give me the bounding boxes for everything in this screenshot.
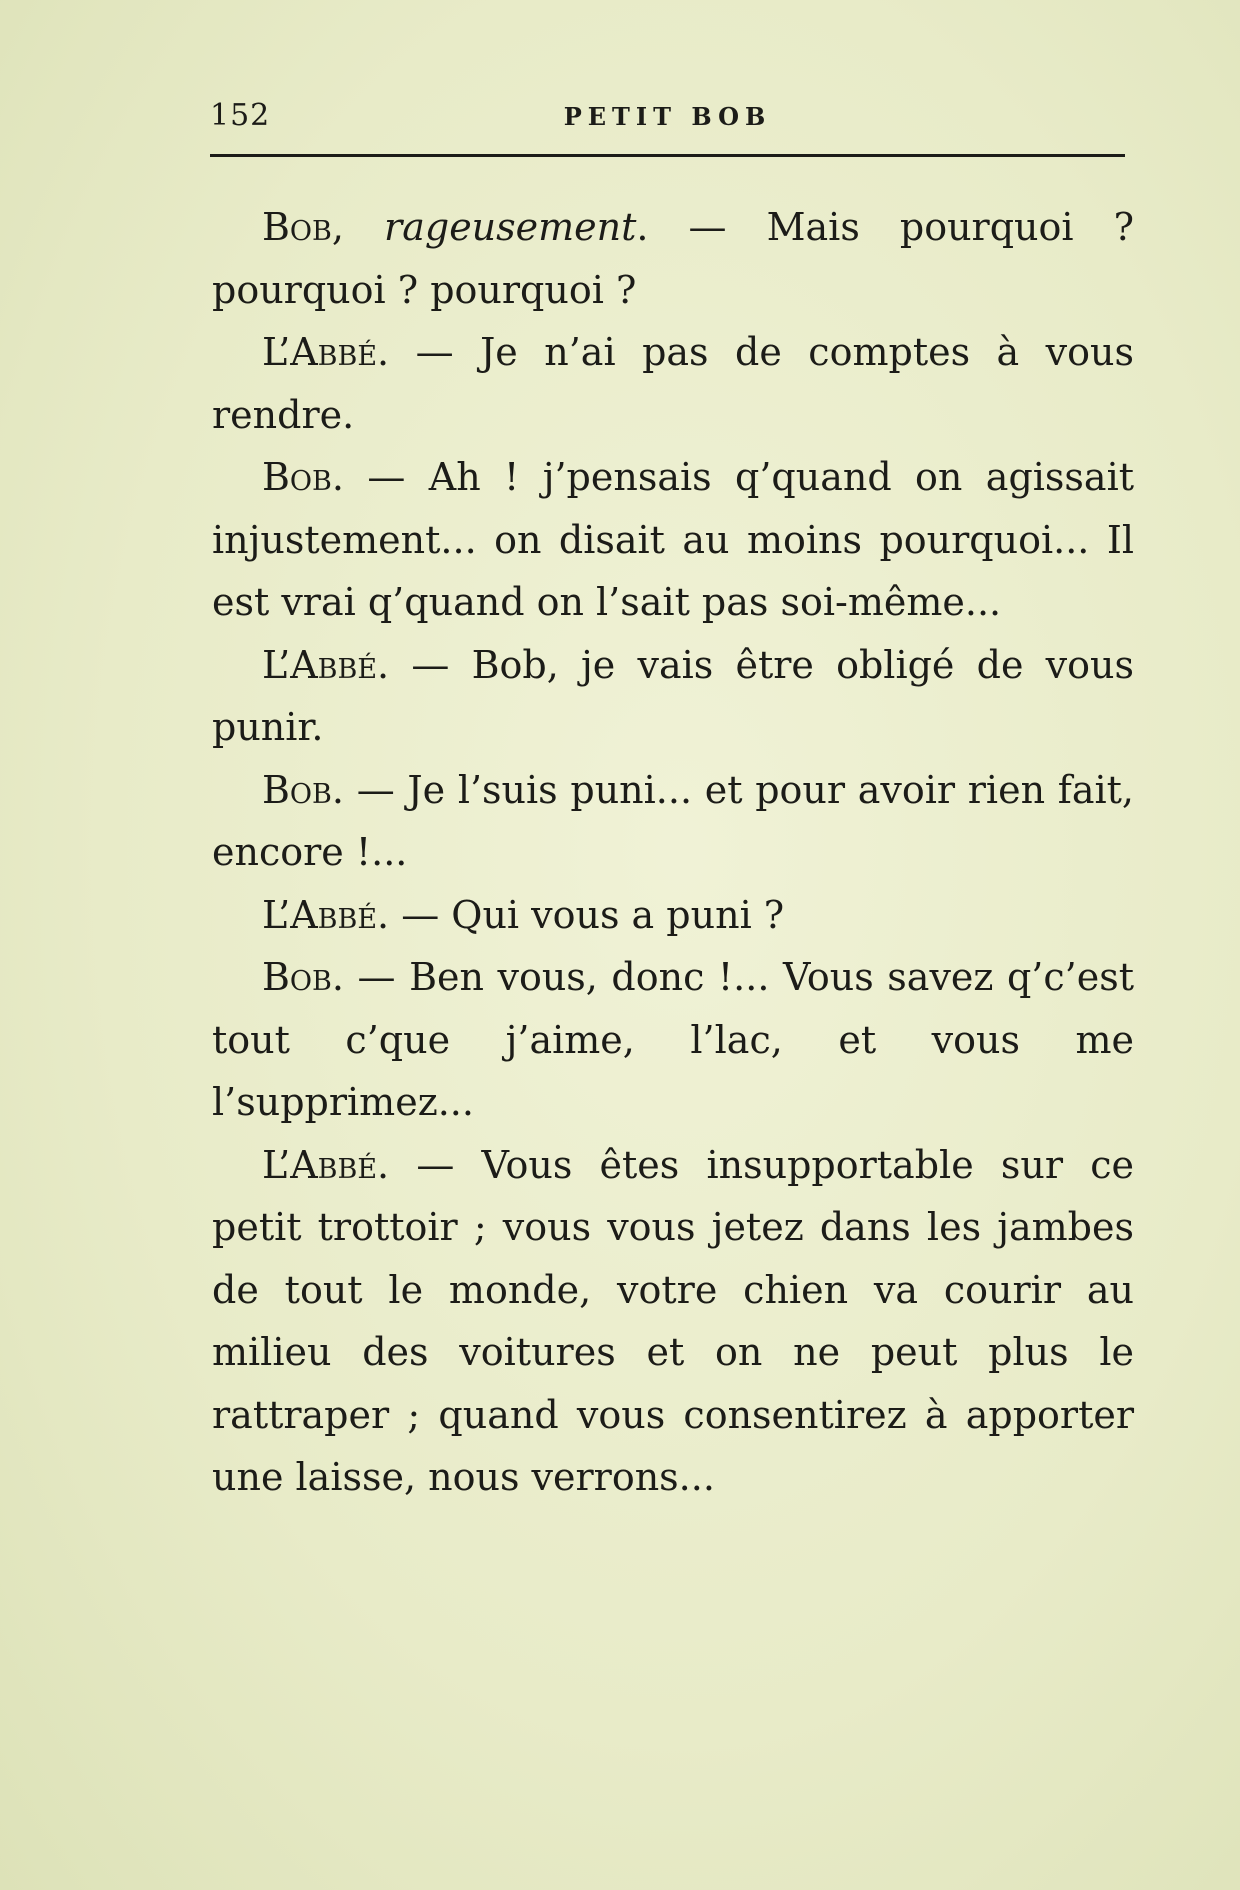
speaker-name: Bob — [262, 205, 332, 249]
paragraph: L’Abbé. — Je n’ai pas de comptes à vous rendre. — [212, 330, 1134, 437]
stage-direction: rageusement — [384, 205, 637, 249]
page-number: 152 — [210, 98, 271, 133]
paragraph: Bob, rageusement. — Mais pourquoi ? pourquoi ? pourquoi ? — [212, 205, 1134, 312]
speaker-name: L’Abbé — [262, 330, 378, 374]
dialogue-line: Je l’suis puni... et pour avoir rien fait, encore !... — [212, 767, 1134, 874]
speaker-name: Bob — [262, 955, 332, 999]
page-header — [210, 98, 1125, 138]
dialogue-line: Ben vous, donc !... Vous savez q’c’est tout c’que j’aime, l’lac, et vous me l’supprimez... — [212, 955, 1134, 1124]
speaker-name: Bob — [262, 767, 332, 812]
paragraph: L’Abbé. — Bob, je vais être obligé de vous punir. — [212, 642, 1134, 749]
dialogue-line: Qui vous a puni ? — [451, 892, 785, 937]
dialogue-text — [212, 196, 1134, 1509]
paragraph: Bob. — Je l’suis puni... et pour avoir rien fait, encore !... — [212, 767, 1134, 874]
speaker-name: L’Abbé — [262, 892, 378, 937]
paragraph: Bob. — Ben vous, donc !... Vous savez q’c’est tout c’que j’aime, l’lac, et vous me l’supprimez... — [212, 955, 1134, 1124]
dialogue-line: Vous êtes insupportable sur ce petit trottoir ; vous vous jetez dans les jambes de tout le monde, votre chien va courir au milieu des voitures et on ne peut plus le rattraper ; quand vous consentirez à apporter une laisse, nous verrons... — [212, 1142, 1134, 1499]
dialogue-line: Bob, je vais être obligé de vous punir. — [212, 642, 1134, 749]
header-rule — [210, 154, 1125, 157]
paragraph: Bob. — Ah ! j’pensais q’quand on agissait injustement... on disait au moins pourquoi... Il est vrai q’quand on l’sait pas soi-même... — [212, 455, 1134, 624]
dialogue-line: Je n’ai pas de comptes à vous rendre. — [212, 330, 1134, 437]
dialogue-line: Ah ! j’pensais q’quand on agissait injustement... on disait au moins pourquoi... Il est vrai q’quand on l’sait pas soi-même... — [212, 455, 1134, 624]
speaker-name: Bob — [262, 455, 332, 499]
dialogue-line: Mais pourquoi ? pourquoi ? pourquoi ? — [212, 205, 1134, 312]
speaker-name: L’Abbé — [262, 642, 378, 687]
running-title: PETIT BOB — [563, 102, 772, 131]
speaker-name: L’Abbé — [262, 1142, 378, 1187]
paragraph: L’Abbé. — Vous êtes insupportable sur ce petit trottoir ; vous vous jetez dans les jambes de tout le monde, votre chien va courir au milieu des voitures et on ne peut plus le rattraper ; quand vous consentirez à apporter une laisse, nous verrons... — [212, 1142, 1134, 1499]
paragraph: L’Abbé. — Qui vous a puni ? — [262, 892, 785, 937]
